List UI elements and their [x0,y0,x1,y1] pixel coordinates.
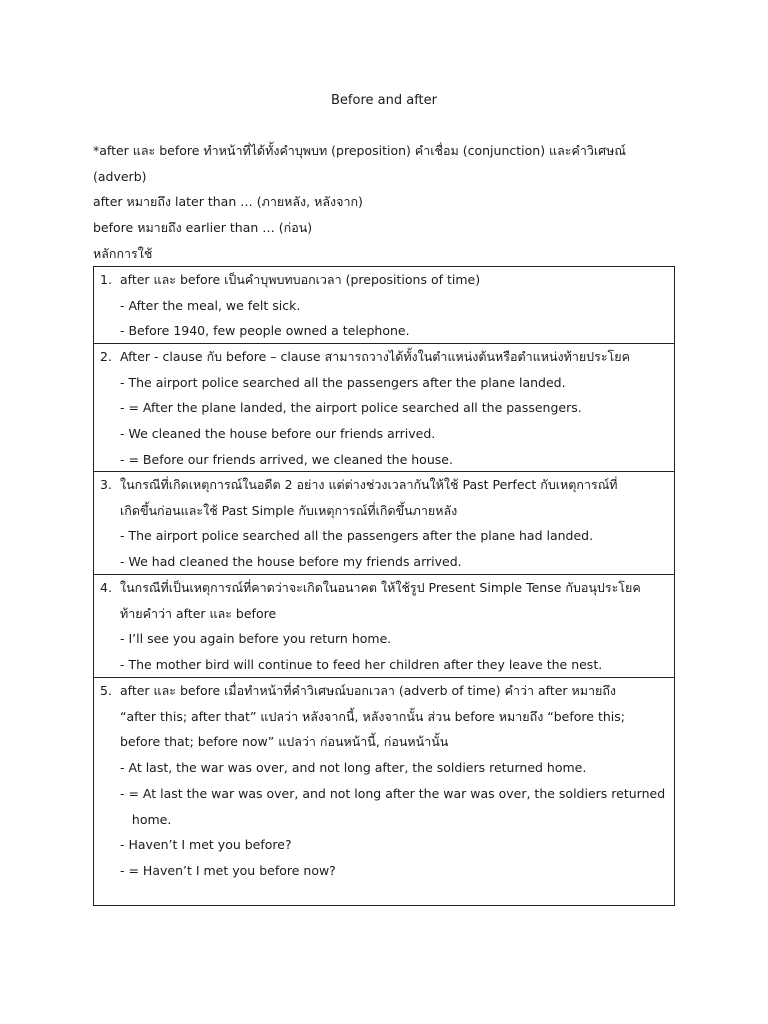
rule-title-line: ในกรณีที่เป็นเหตุการณ์ที่คาดว่าจะเกิดในอนาคต ให้ใช้รูป Present Simple Tense กับอนุประโยค [120,580,641,595]
example-line: - The airport police searched all the passengers after the plane landed. [120,374,566,390]
intro-line: (adverb) [93,168,147,184]
example-line: - = After the plane landed, the airport police searched all the passengers. [120,400,582,416]
rule-title [120,344,668,370]
rule-number: 2. [100,349,112,364]
rules-table [93,266,675,906]
rule-title-line: after และ before เป็นคำบุพบทบอกเวลา (prepositions of time) [120,272,481,287]
example-line: - The airport police searched all the passengers after the plane had landed. [120,528,594,544]
rule-title [120,472,668,523]
example-line: - I’ll see you again before you return home. [120,631,392,647]
rule-title-line: before that; before now” แปลว่า ก่อนหน้านี้, ก่อนหน้านั้น [120,734,449,750]
example-line: - = Before our friends arrived, we cleaned the house. [120,451,453,467]
example-line: - Haven’t I met you before? [120,837,292,853]
rule-title [120,267,668,293]
rule-header [94,267,674,293]
rule-number: 4. [100,580,112,595]
rule-title-line: “after this; after that” แปลว่า หลังจากนี้, หลังจากนั้น ส่วน before หมายถึง “before this; [120,708,625,724]
rule-title [120,575,668,626]
page-title: Before and after [331,93,437,108]
example-line: - Before 1940, few people owned a telephone. [120,323,410,339]
intro-line: after หมายถึง later than … (ภายหลัง, หลังจาก) [93,194,363,210]
rule-title-line: ในกรณีที่เกิดเหตุการณ์ในอดีต 2 อย่าง แต่ต่างช่วงเวลากันให้ใช้ Past Perfect กับเหตุการณ์ที่ [120,477,618,492]
rule-header [94,344,674,370]
rule-title-line: ท้ายคำว่า after และ before [120,605,277,621]
rule-title-line: after และ before เมื่อทำหน้าที่คำวิเศษณ์บอกเวลา (adverb of time) คำว่า after หมายถึง [120,683,617,698]
rule-3 [94,472,674,575]
intro-line: before หมายถึง earlier than … (ก่อน) [93,220,313,236]
example-line: - The mother bird will continue to feed her children after they leave the nest. [120,657,603,673]
rule-1 [94,267,674,344]
example-line: - We cleaned the house before our friends arrived. [120,426,436,442]
example-line: - We had cleaned the house before my friends arrived. [120,554,462,570]
rule-header [94,575,674,626]
rule-number: 1. [100,272,112,287]
rule-header [94,472,674,523]
intro-line: หลักการใช้ [93,245,153,261]
rule-title [120,678,668,755]
rule-5 [94,678,674,905]
example-line: - At last, the war was over, and not long after, the soldiers returned home. [120,760,587,776]
example-line: - = Haven’t I met you before now? [120,862,336,878]
rule-header [94,678,674,755]
example-line: - After the meal, we felt sick. [120,297,301,313]
example-line: home. [120,811,172,827]
rule-title-line: เกิดขึ้นก่อนและใช้ Past Simple กับเหตุการณ์ที่เกิดขึ้นภายหลัง [120,502,458,518]
example-line: - = At last the war was over, and not long after the war was over, the soldiers returned [120,785,666,801]
intro-line: *after และ before ทำหน้าที่ได้ทั้งคำบุพบท (preposition) คำเชื่อม (conjunction) และคำวิเศษณ์ [93,143,626,158]
rule-number: 5. [100,683,112,698]
rule-title-line: After - clause กับ before – clause สามารถวางได้ทั้งในตำแหน่งต้นหรือตำแหน่งท้ายประโยค [120,349,630,364]
rule-number: 3. [100,477,112,492]
rule-2 [94,344,674,472]
intro-section [93,138,683,267]
rule-4 [94,575,674,678]
